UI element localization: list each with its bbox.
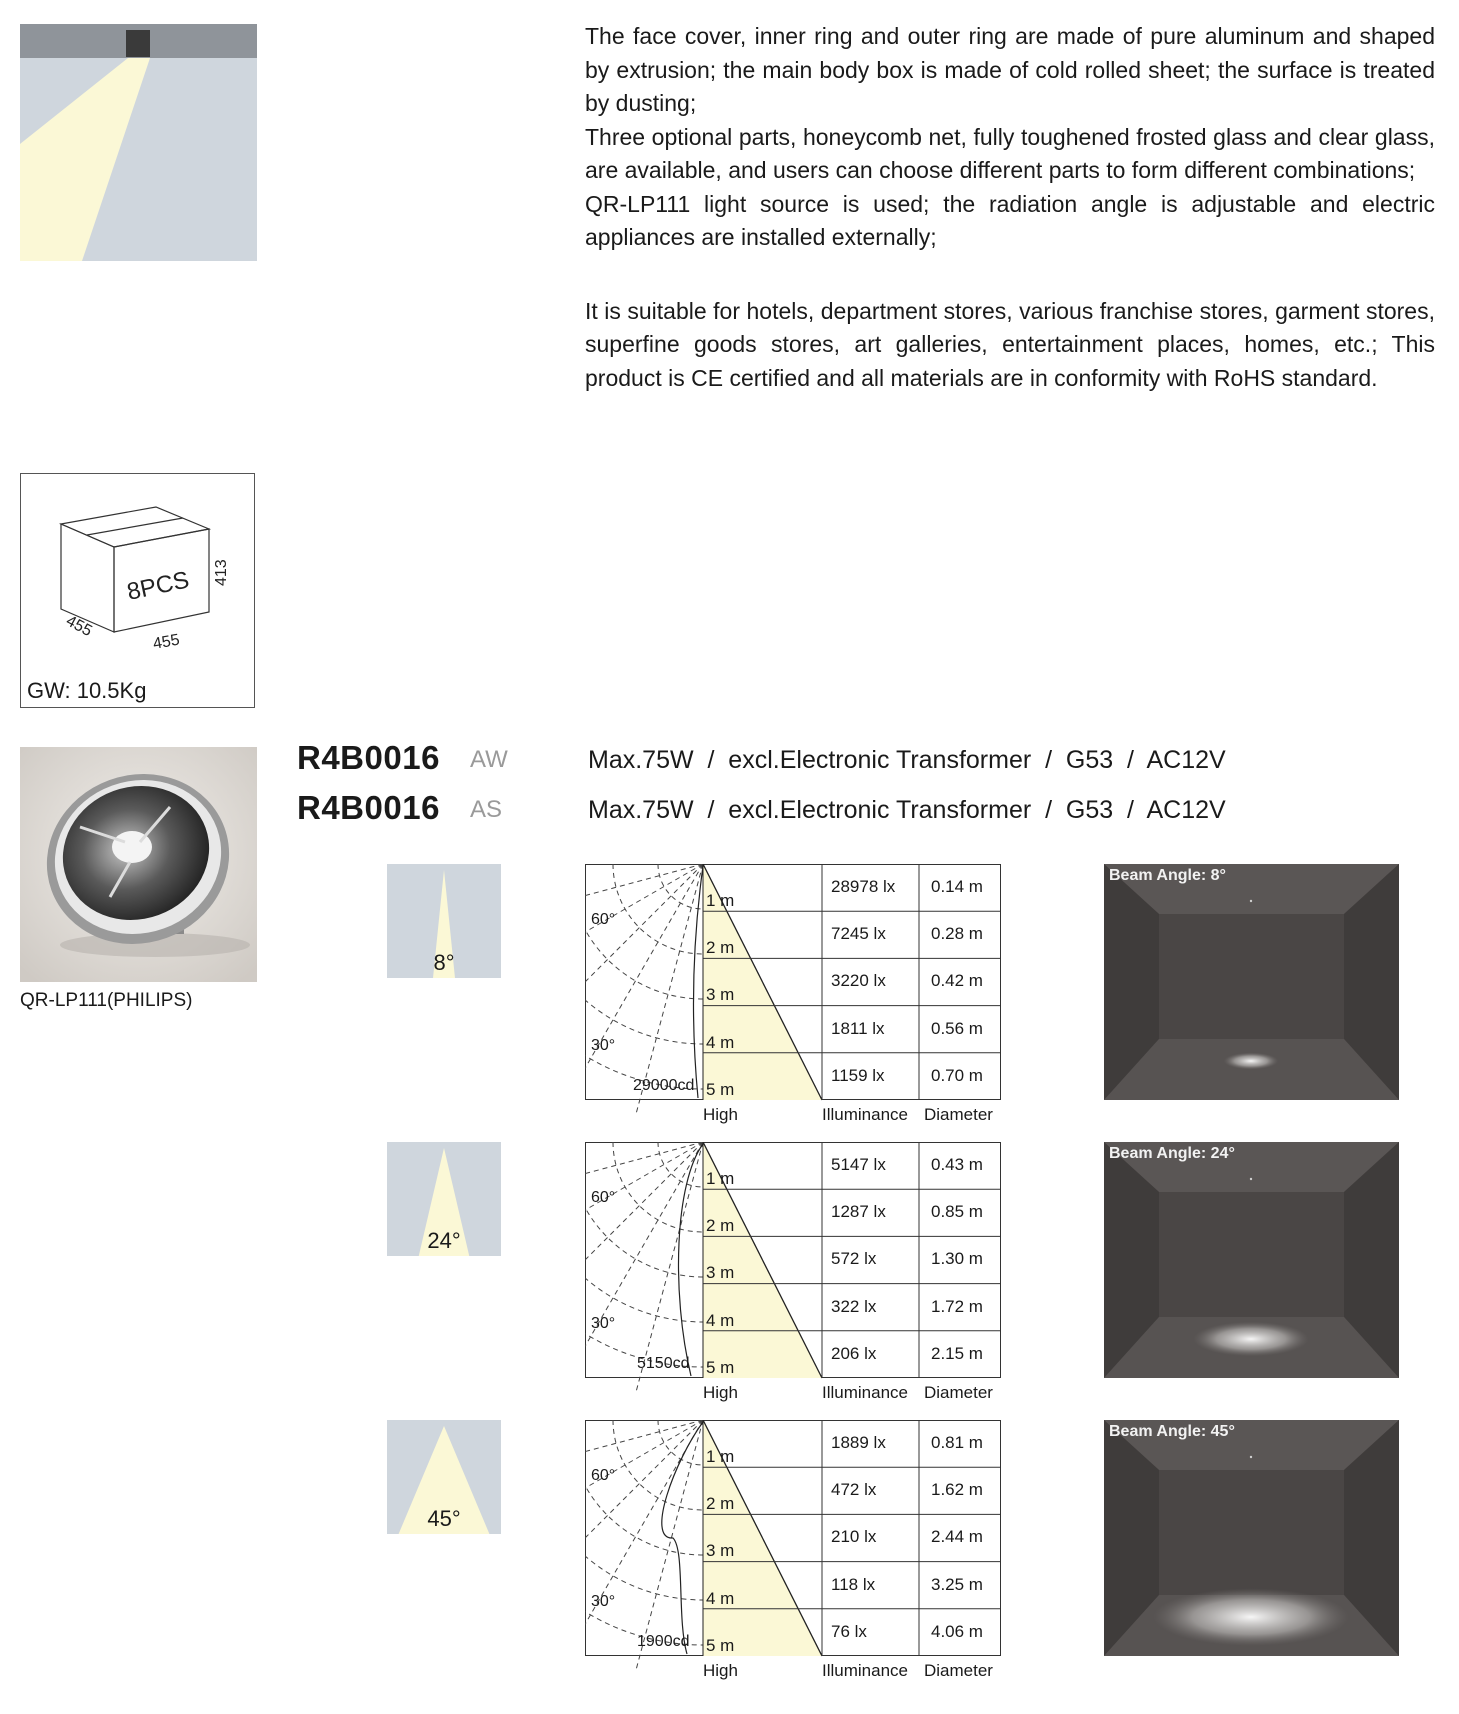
diameter-value: 2.15 m (931, 1343, 983, 1363)
product-variant: AS (470, 796, 503, 823)
diameter-value: 0.81 m (931, 1433, 983, 1452)
gross-weight: GW: 10.5Kg (27, 678, 147, 703)
distance-label: 5 m (706, 1079, 735, 1099)
distance-label: 3 m (706, 985, 735, 1005)
distance-label: 4 m (706, 1310, 735, 1330)
description-paragraph: The face cover, inner ring and outer ring are made of pure aluminum and shaped by extrusion; the main body box is made of cold rolled sheet; the surface is treated by dusting; (585, 23, 1435, 116)
illuminance-value: 28978 lx (831, 877, 896, 896)
peak-intensity: 1900cd (637, 1633, 690, 1650)
illuminance-value: 1287 lx (831, 1202, 886, 1222)
package-depth: 455 (63, 612, 95, 641)
peak-intensity: 29000cd (633, 1077, 695, 1094)
photometric-diagram (585, 1142, 1001, 1402)
beam-render-scene (1104, 864, 1399, 1100)
product-spec: Max.75W / excl.Electronic Transformer / G53 / AC12V (588, 746, 1226, 774)
diameter-header: Diameter (924, 1383, 993, 1402)
package-height: 413 (213, 559, 230, 586)
beam-angle-label: 8° (433, 950, 455, 975)
distance-label: 4 m (706, 1588, 735, 1608)
diameter-value: 3.25 m (931, 1574, 983, 1594)
beam-render-title: Beam Angle: 45° (1109, 1423, 1235, 1440)
distance-label: 1 m (706, 891, 735, 910)
illuminance-header: Illuminance (822, 1105, 908, 1124)
peak-intensity: 5150cd (637, 1355, 690, 1372)
diameter-value: 0.28 m (931, 924, 983, 944)
illuminance-value: 572 lx (831, 1249, 877, 1269)
photometric-diagram (585, 864, 1001, 1124)
angle-label-60: 60° (591, 1467, 616, 1484)
distance-label: 3 m (706, 1541, 735, 1561)
package-pcs: 8PCS (124, 566, 192, 606)
illuminance-value: 1889 lx (831, 1433, 886, 1452)
high-header: High (703, 1661, 738, 1680)
illuminance-value: 1811 lx (831, 1018, 885, 1038)
illuminance-value: 210 lx (831, 1527, 877, 1547)
distance-label: 2 m (706, 938, 735, 958)
diameter-value: 1.30 m (931, 1249, 983, 1269)
description-paragraph: It is suitable for hotels, department stores, various franchise stores, garment stores, superfine goods stores, art galleries, entertainment places, homes, etc.; This product is CE certified and all materials are in conformity with RoHS standard. (585, 297, 1435, 391)
angle-label-60: 60° (591, 911, 616, 928)
carton-icon (21, 474, 254, 664)
description-paragraph: QR-LP111 light source is used; the radiation angle is adjustable and electric appliances are installed externally; (585, 190, 1435, 250)
angle-label-30: 30° (591, 1315, 616, 1332)
diameter-value: 2.44 m (931, 1527, 983, 1547)
diameter-value: 0.42 m (931, 971, 983, 991)
beam-angle-thumbnail (387, 864, 501, 978)
beam-render-scene (1104, 1420, 1399, 1656)
distance-label: 3 m (706, 1263, 735, 1283)
beam-render-image (1104, 864, 1399, 1100)
mounting-illustration (20, 24, 257, 261)
angle-label-30: 30° (591, 1593, 616, 1610)
description-paragraph: Three optional parts, honeycomb net, fully toughened frosted glass and clear glass, are available, and users can choose different parts to form different combinations; (585, 123, 1435, 183)
beam-angle-thumbnail (387, 1142, 501, 1256)
product-spec: Max.75W / excl.Electronic Transformer / G53 / AC12V (588, 796, 1226, 824)
diameter-value: 0.70 m (931, 1065, 983, 1085)
high-header: High (703, 1105, 738, 1124)
illuminance-value: 7245 lx (831, 924, 886, 944)
illuminance-value: 472 lx (831, 1480, 877, 1500)
diameter-value: 4.06 m (931, 1621, 983, 1641)
diameter-value: 1.62 m (931, 1480, 983, 1500)
distance-label: 5 m (706, 1357, 735, 1377)
illuminance-value: 118 lx (831, 1574, 876, 1594)
distance-label: 4 m (706, 1032, 735, 1052)
diameter-value: 0.43 m (931, 1155, 983, 1174)
illuminance-value: 322 lx (831, 1296, 877, 1316)
beam-angle-label: 24° (427, 1228, 461, 1253)
beam-render-scene (1104, 1142, 1399, 1378)
beam-render-title: Beam Angle: 24° (1109, 1145, 1235, 1162)
illuminance-value: 5147 lx (831, 1155, 886, 1174)
distance-label: 1 m (706, 1169, 735, 1188)
lamp-caption: QR-LP111(PHILIPS) (20, 990, 193, 1011)
product-variant: AW (470, 746, 508, 773)
photometric-diagram (585, 1420, 1001, 1680)
beam-render-title: Beam Angle: 8° (1109, 867, 1226, 884)
product-code: R4B0016 (297, 789, 440, 826)
beam-render-image (1104, 1142, 1399, 1378)
diameter-value: 0.85 m (931, 1202, 983, 1222)
illuminance-value: 206 lx (831, 1343, 877, 1363)
illuminance-header: Illuminance (822, 1661, 908, 1680)
angle-label-30: 30° (591, 1037, 616, 1054)
lamp-photo (20, 747, 257, 982)
diameter-value: 1.72 m (931, 1296, 983, 1316)
distance-label: 5 m (706, 1635, 735, 1655)
beam-angle-thumbnail (387, 1420, 501, 1534)
beam-angle-label: 45° (427, 1506, 461, 1531)
product-description (585, 20, 1435, 395)
product-code: R4B0016 (297, 739, 440, 776)
diameter-header: Diameter (924, 1105, 993, 1124)
diameter-value: 0.56 m (931, 1018, 983, 1038)
illuminance-header: Illuminance (822, 1383, 908, 1402)
distance-label: 2 m (706, 1494, 735, 1514)
angle-label-60: 60° (591, 1189, 616, 1206)
diameter-value: 0.14 m (931, 877, 983, 896)
high-header: High (703, 1383, 738, 1402)
beam-render-image (1104, 1420, 1399, 1656)
illuminance-value: 3220 lx (831, 971, 886, 991)
package-width: 455 (151, 631, 181, 653)
package-info (20, 473, 255, 708)
illuminance-value: 76 lx (831, 1621, 867, 1641)
distance-label: 2 m (706, 1216, 735, 1236)
illuminance-value: 1159 lx (831, 1065, 885, 1085)
distance-label: 1 m (706, 1447, 735, 1466)
diameter-header: Diameter (924, 1661, 993, 1680)
